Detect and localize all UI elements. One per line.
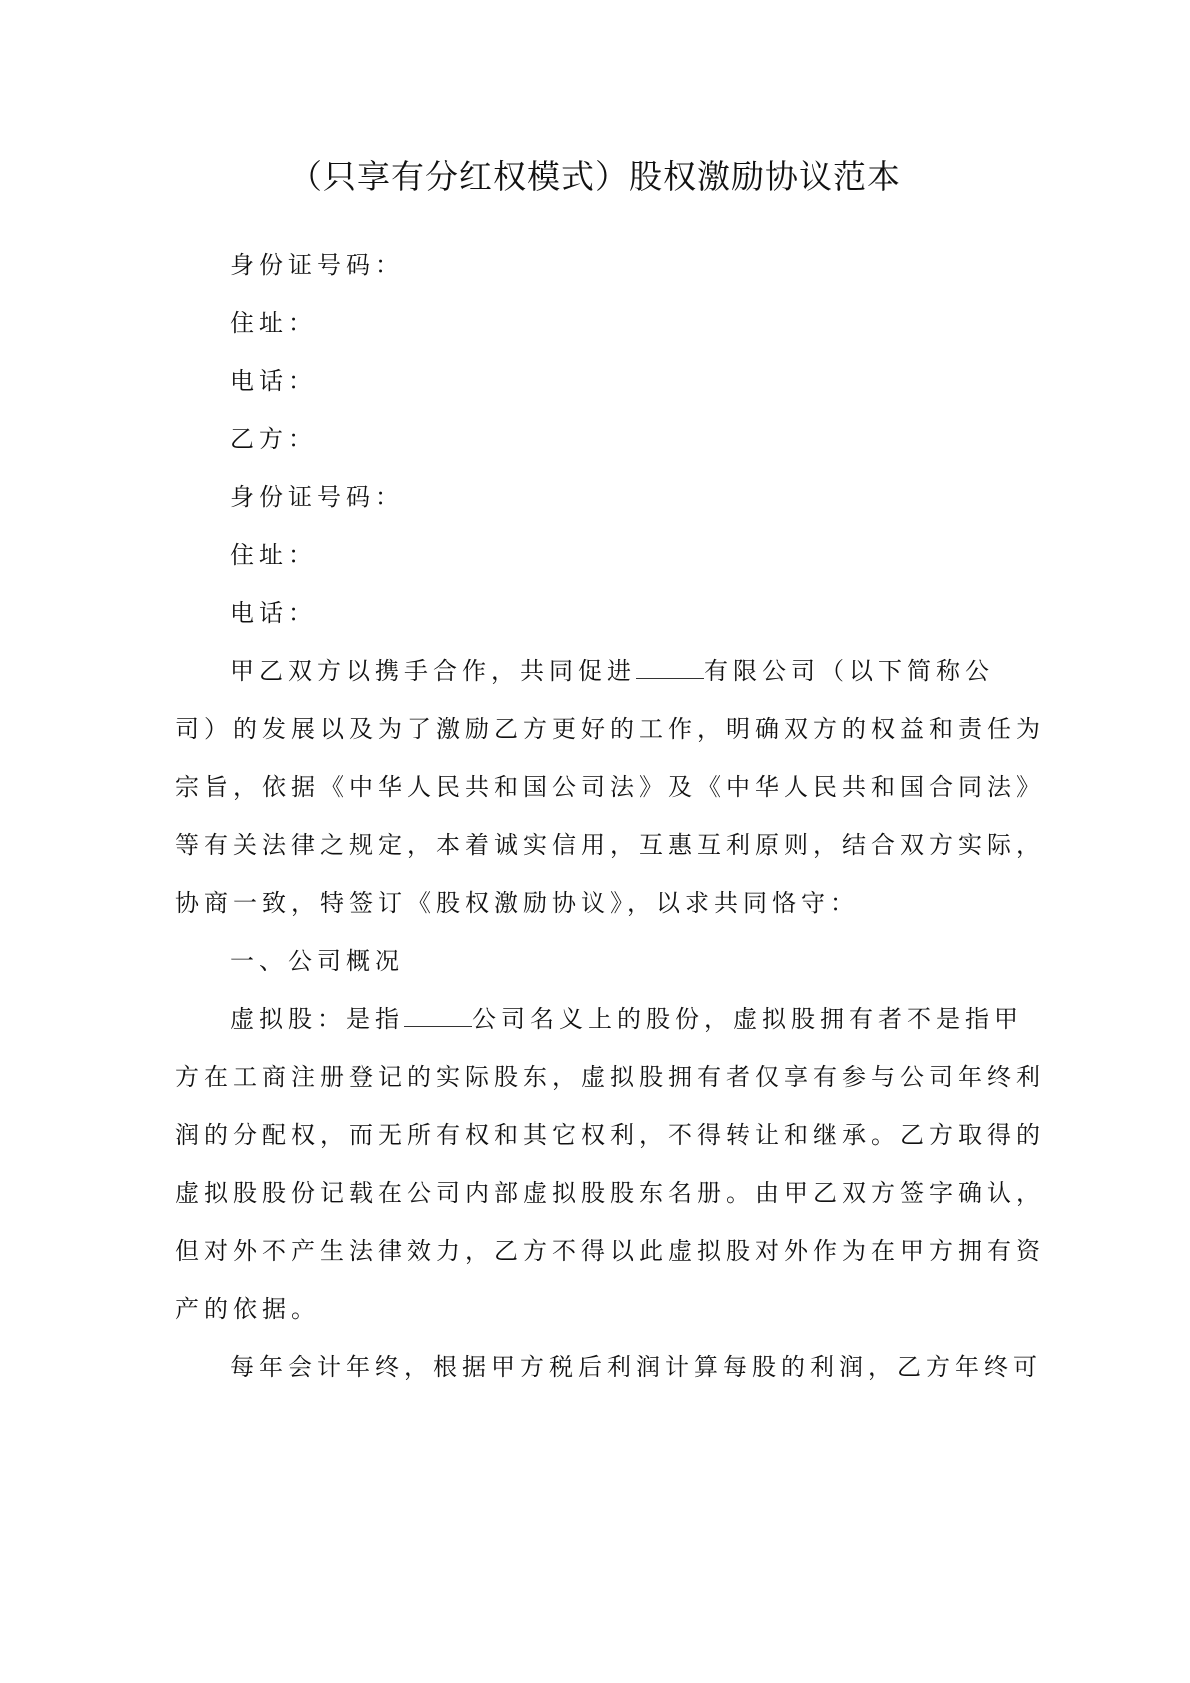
field-phone-a: 电话： — [230, 367, 317, 395]
preamble-line — [230, 651, 1090, 691]
preamble-text: 甲乙双方以携手合作，共同促进 — [230, 657, 636, 685]
virtual-share-line: 产的依据。 — [175, 1295, 320, 1323]
virtual-share-line: 虚拟股股份记载在公司内部虚拟股股东名册。由甲乙双方签字确认， — [175, 1179, 1045, 1207]
preamble-line: 司）的发展以及为了激励乙方更好的工作，明确双方的权益和责任为 — [175, 715, 1045, 743]
field-party-b: 乙方： — [230, 425, 317, 453]
virtual-share-line — [230, 999, 1090, 1039]
document-title: （只享有分红权模式）股权激励协议范本 — [289, 157, 901, 196]
preamble-line: 等有关法律之规定，本着诚实信用，互惠互利原则，结合双方实际， — [175, 831, 1045, 859]
field-id-number-a: 身份证号码： — [230, 251, 404, 279]
virtual-share-line: 润的分配权，而无所有权和其它权利，不得转让和继承。乙方取得的 — [175, 1121, 1045, 1149]
field-id-number-b: 身份证号码： — [230, 483, 404, 511]
preamble-line: 协商一致，特签订《股权激励协议》，以求共同恪守： — [175, 889, 859, 917]
virtual-share-text: 公司名义上的股份，虚拟股拥有者不是指甲 — [472, 1005, 1023, 1033]
section-heading: 一、公司概况 — [230, 947, 404, 975]
virtual-share-text: 虚拟股：是指 — [230, 1005, 404, 1033]
virtual-share-line: 但对外不产生法律效力，乙方不得以此虚拟股对外作为在甲方拥有资 — [175, 1237, 1045, 1265]
virtual-share-line: 方在工商注册登记的实际股东，虚拟股拥有者仅享有参与公司年终利 — [175, 1063, 1045, 1091]
preamble-text: 有限公司（以下简称公 — [704, 657, 994, 685]
profit-line: 每年会计年终，根据甲方税后利润计算每股的利润，乙方年终可 — [230, 1353, 1042, 1381]
preamble-line: 宗旨，依据《中华人民共和国公司法》及《中华人民共和国合同法》 — [175, 773, 1045, 801]
field-address-a: 住址： — [230, 309, 317, 337]
company-name-blank — [636, 654, 704, 679]
field-phone-b: 电话： — [230, 599, 317, 627]
company-name-blank — [404, 1002, 472, 1027]
field-address-b: 住址： — [230, 541, 317, 569]
